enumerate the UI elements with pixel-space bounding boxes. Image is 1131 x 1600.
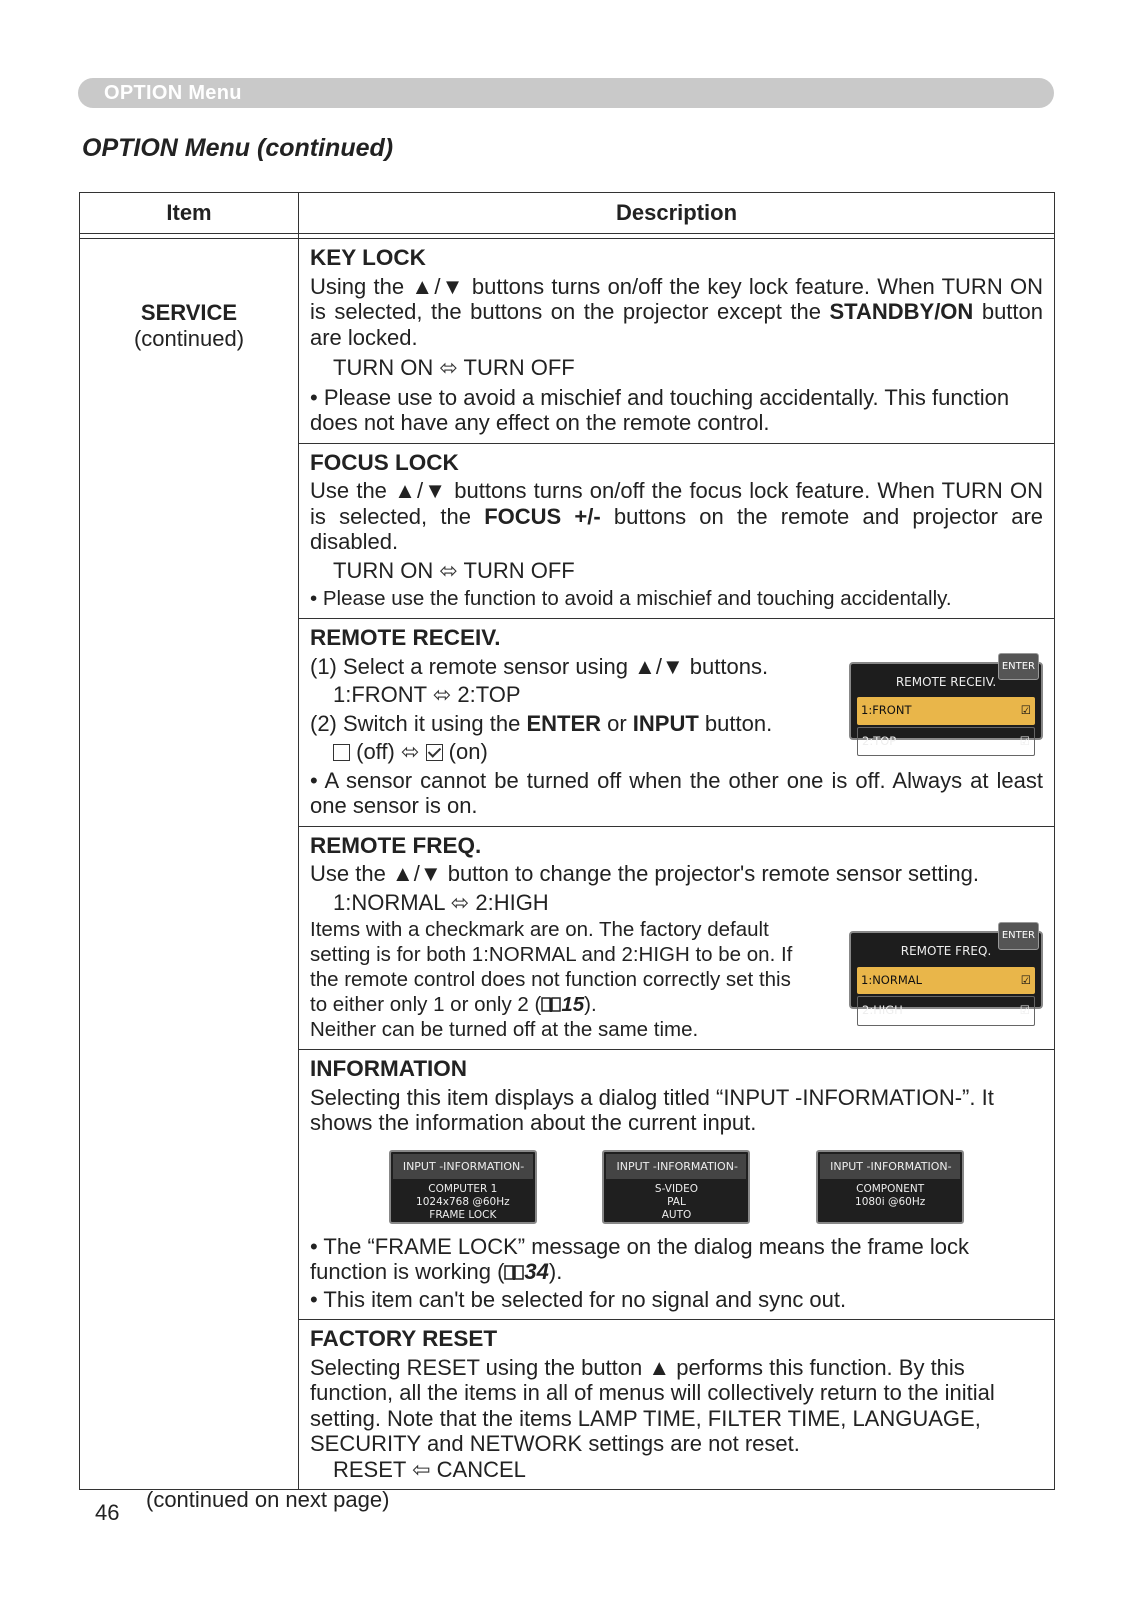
osd-title: REMOTE FREQ. [900,944,992,958]
checkbox-on-icon [426,744,443,761]
information-note1: • The “FRAME LOCK” message on the dialog means the frame lock function is working ( 34). [310,1233,970,1284]
factory-reset-cell [299,1320,1055,1490]
focus-lock-cell [299,443,1055,619]
key-lock-title: KEY LOCK [310,245,426,270]
remote-freq-text: Use the ▲/▼ button to change the projector's remote sensor setting. [310,861,979,886]
remote-receiv-options: 1:FRONT ⬄ 2:TOP [333,682,521,707]
remote-freq-title: REMOTE FREQ. [310,832,482,858]
information-dialog-examples [310,1136,1043,1234]
continued-note: (continued on next page) [146,1487,390,1512]
focus-lock-text: Use the ▲/▼ buttons turns on/off the focus lock feature. When TURN ON is selected, the FOCUS +/- buttons on the remote and projector are disabled. [310,478,1044,554]
checkbox-off-icon [333,744,350,761]
information-title: INFORMATION [310,1056,468,1081]
focus-lock-note: • Please use the function to avoid a mischief and touching accidentally. [310,587,952,610]
item-cell [80,239,299,1490]
remote-receiv-step1: (1) Select a remote sensor using ▲/▼ buttons. [310,653,769,679]
remote-receiv-cell [299,619,1055,827]
osd-title: REMOTE RECEIV. [895,674,997,689]
info-dialog-screenshot: INPUT -INFORMATION- COMPONENT 1080i @60Hz [816,1150,964,1224]
info-dialog-screenshot: INPUT -INFORMATION- COMPUTER 1 1024x768 @60Hz FRAME LOCK [389,1150,537,1224]
item-sub: (continued) [133,326,245,351]
remote-freq-note: Items with a checkmark are on. The factory default setting is for both 1:NORMAL and 2:HIGH to be on. If the remote control does not function correctly set this to either only 1 or only 2 ( 15). Neither can be turned off at the same time. [310,918,793,1041]
information-note2: • This item can't be selected for no signal and sync out. [310,1286,847,1312]
book-reference-icon [541,994,561,1010]
remote-receiv-osd-screenshot [849,660,1043,748]
osd-row: 1:FRONT ☑ [857,697,1035,725]
remote-receiv-checkbox-legend: (off) ⬄ (on) [310,739,772,765]
osd-enter-tag: ENTER [998,653,1039,681]
table-row [80,239,1055,444]
factory-reset-options: RESET ⇦ CANCEL [333,1456,526,1482]
book-reference-icon [504,1261,524,1277]
information-text: Selecting this item displays a dialog titled “INPUT -INFORMATION-”. It shows the information about the current input. [310,1084,994,1135]
osd-enter-tag: ENTER [998,922,1039,950]
key-lock-note: • Please use to avoid a mischief and touching accidentally. This function does not have any effect on the remote control. [310,384,1010,435]
factory-reset-title: FACTORY RESET [310,1326,498,1351]
table-header-row [80,193,1055,234]
page-number: 46 [95,1500,120,1525]
remote-receiv-note: • A sensor cannot be turned off when the other one is off. Always at least one sensor is on. [310,767,1043,818]
key-lock-cell [299,239,1055,444]
remote-freq-osd-screenshot [849,930,1043,1017]
information-cell [299,1050,1055,1320]
section-header-label: OPTION Menu [104,82,242,104]
option-table [79,192,1055,1490]
remote-freq-options: 1:NORMAL ⬄ 2:HIGH [333,889,549,915]
factory-reset-text: Selecting RESET using the button ▲ performs this function. By this function, all the items in all of menus will collectively return to the initial setting. Note that the items LAMP TIME, FILTER TIME, LANGUAGE, SECURITY and NETWORK settings are not reset. [310,1354,995,1456]
section-header-bar [78,78,1054,108]
key-lock-toggle: TURN ON ⬄ TURN OFF [333,355,575,380]
focus-lock-toggle: TURN ON ⬄ TURN OFF [333,557,575,583]
remote-receiv-step2: (2) Switch it using the ENTER or INPUT button. [310,710,773,736]
remote-freq-cell [299,826,1055,1050]
col-header-item: Item [80,193,299,234]
focus-lock-title: FOCUS LOCK [310,449,459,475]
osd-row: 1:NORMAL ☑ [857,967,1035,995]
remote-receiv-title: REMOTE RECEIV. [310,625,501,650]
item-name: SERVICE [140,300,238,325]
osd-row: 2:TOP ☑ [857,727,1035,757]
col-header-description: Description [299,193,1055,234]
osd-row: 2:HIGH ☑ [857,996,1035,1026]
key-lock-text: Using the ▲/▼ buttons turns on/off the key lock feature. When TURN ON is selected, the buttons on the projector except the STANDBY/ON button are locked. [310,273,1044,350]
page-title: OPTION Menu (continued) [82,134,394,162]
info-dialog-screenshot: INPUT -INFORMATION- S-VIDEO PAL AUTO [602,1150,750,1224]
